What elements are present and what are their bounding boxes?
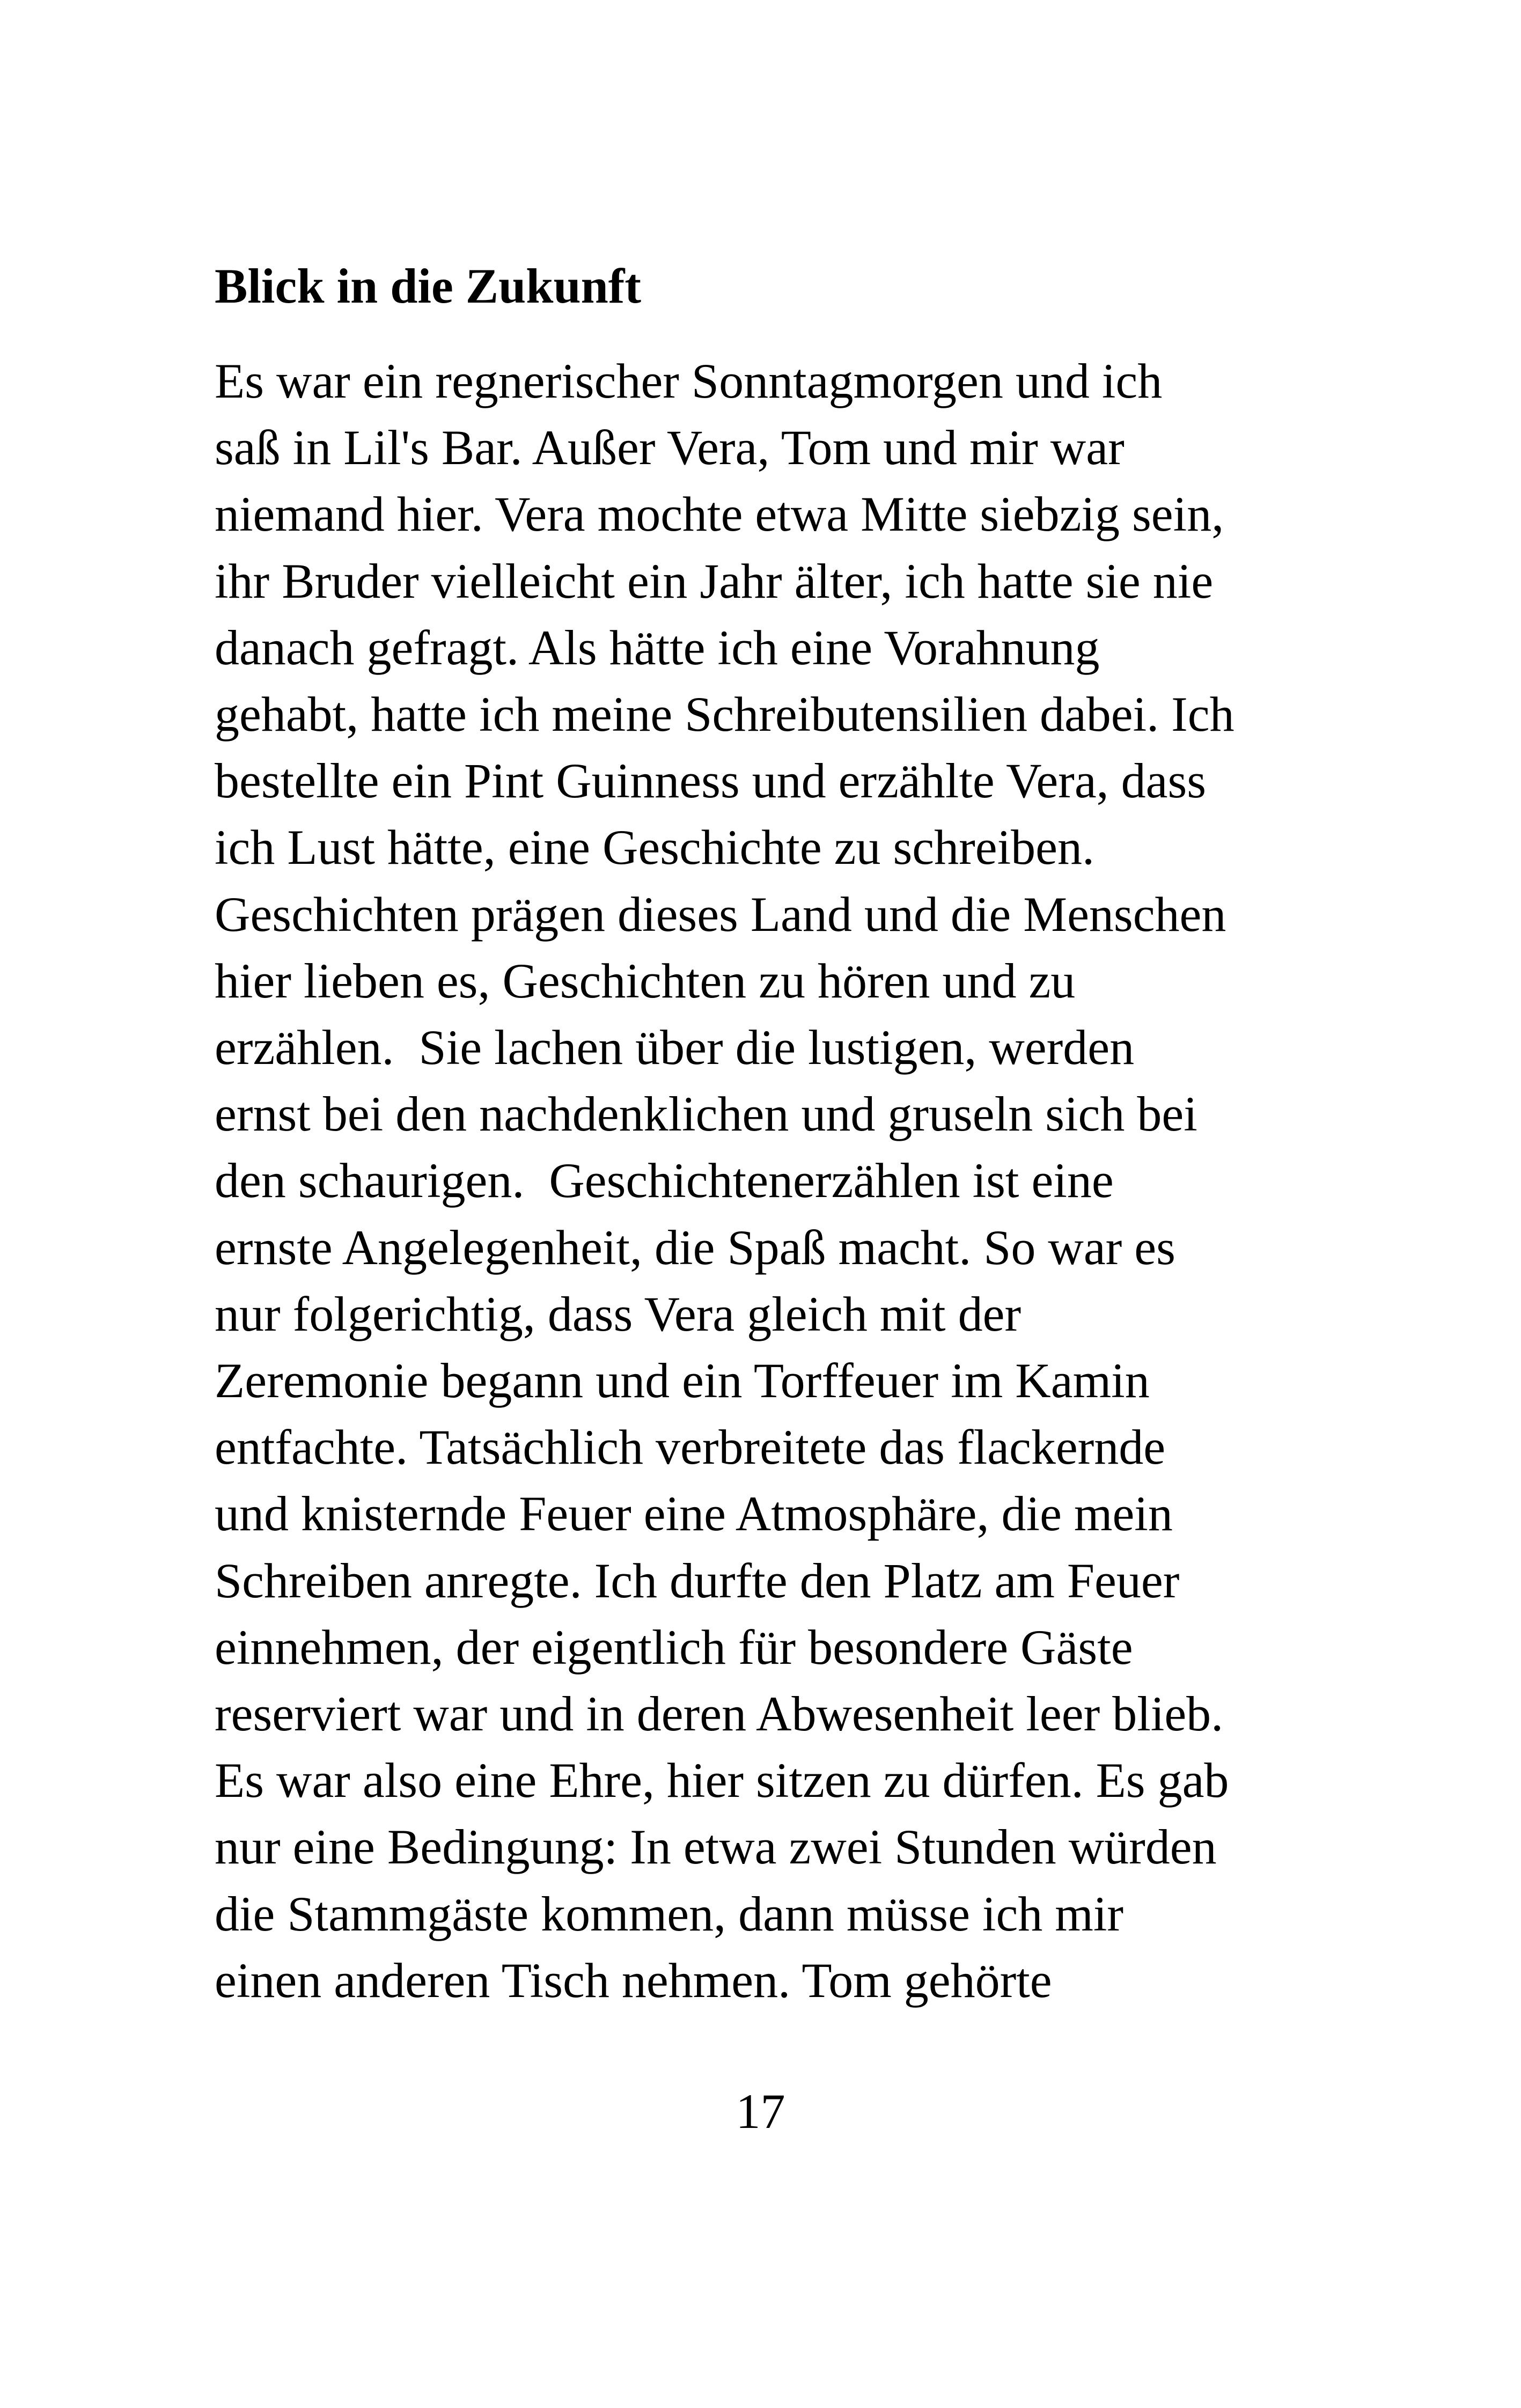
text-line: saß in Lil's Bar. Außer Vera, Tom und mir war (215, 420, 1125, 475)
text-line: reserviert war und in deren Abwesenheit leer blieb. (215, 1686, 1224, 1742)
text-line: danach gefragt. Als hätte ich eine Vorahnung (215, 620, 1100, 675)
text-line: niemand hier. Vera mochte etwa Mitte siebzig sein, (215, 487, 1224, 542)
text-line: Schreiben anregte. Ich durfte den Platz am Feuer (215, 1553, 1180, 1608)
body-text (215, 348, 1341, 2014)
text-line: ernst bei den nachdenklichen und gruseln sich bei (215, 1086, 1197, 1142)
page-number: 17 (736, 2084, 785, 2139)
text-line: Es war also eine Ehre, hier sitzen zu dürfen. Es gab (215, 1753, 1229, 1808)
text-line: erzählen. Sie lachen über die lustigen, werden (215, 1020, 1135, 1075)
text-line: Geschichten prägen dieses Land und die Menschen (215, 886, 1226, 942)
text-line: einnehmen, der eigentlich für besondere Gäste (215, 1619, 1133, 1675)
text-line: ihr Bruder vielleicht ein Jahr älter, ich hatte sie nie (215, 553, 1214, 608)
text-line: den schaurigen. Geschichtenerzählen ist eine (215, 1153, 1114, 1208)
text-line: nur eine Bedingung: In etwa zwei Stunden würden (215, 1819, 1217, 1875)
text-line: die Stammgäste kommen, dann müsse ich mir (215, 1886, 1124, 1941)
chapter-title: Blick in die Zukunft (215, 259, 642, 313)
text-line: nur folgerichtig, dass Vera gleich mit der (215, 1286, 1022, 1341)
text-line: ich Lust hätte, eine Geschichte zu schreiben. (215, 820, 1095, 875)
text-line: und knisternde Feuer eine Atmosphäre, die mein (215, 1486, 1173, 1541)
text-line: hier lieben es, Geschichten zu hören und zu (215, 953, 1076, 1008)
text-line: einen anderen Tisch nehmen. Tom gehörte (215, 1952, 1052, 2008)
text-line: bestellte ein Pint Guinness und erzählte Vera, dass (215, 753, 1207, 809)
text-line: Zeremonie begann und ein Torffeuer im Kamin (215, 1353, 1150, 1408)
text-line: entfachte. Tatsächlich verbreitete das flackernde (215, 1420, 1166, 1475)
text-line: ernste Angelegenheit, die Spaß macht. So war es (215, 1220, 1175, 1275)
text-line: Es war ein regnerischer Sonntagmorgen und ich (215, 354, 1163, 408)
text-line: gehabt, hatte ich meine Schreibutensilien dabei. Ich (215, 687, 1235, 742)
